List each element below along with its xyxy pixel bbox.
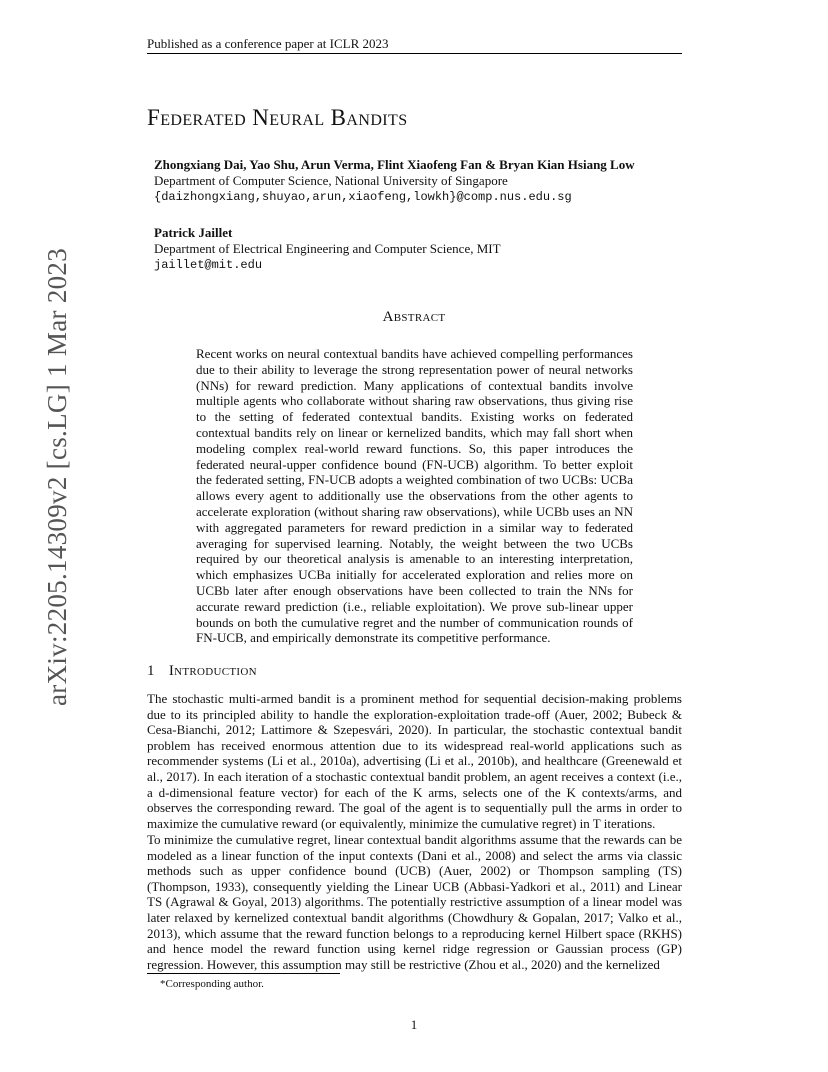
arxiv-side-identifier: arXiv:2205.14309v2 [cs.LG] 1 Mar 2023 (42, 247, 72, 706)
intro-paragraph-1: The stochastic multi-armed bandit is a prominent method for sequential decision-making problems due to its principled ability to handle the exploration-exploitation trade-off (Auer, 2002; Bubeck & Cesa-Bianchi, 2012; Lattimore & Szepesvári, 2020). In particular, the stochastic contextual bandit problem has received enormous attention due to its widespread real-world applications such as recommender systems (Li et al., 2010a), advertising (Li et al., 2010b), and healthcare (Greenewald et al., 2017). In each iteration of a stochastic contextual bandit problem, an agent receives a context (i.e., a d-dimensional feature vector) for each of the K arms, selects one of the K contexts/arms, and observes the corresponding reward. The goal of the agent is to sequentially pull the arms in order to maximize the cumulative reward (or equivalently, minimize the cumulative regret) in T iterations. (147, 691, 682, 831)
section-number: 1 (147, 663, 155, 679)
intro-paragraph-2: To minimize the cumulative regret, linear contextual bandit algorithms assume that the rewards can be modeled as a linear function of the input contexts (Dani et al., 2008) and select the arms via classic methods such as upper confidence bound (UCB) (Auer, 2002) or Thompson sampling (TS) (Thompson, 1933), consequently yielding the Linear UCB (Abbasi-Yadkori et al., 2011) and Linear TS (Agrawal & Goyal, 2013) algorithms. The potentially restrictive assumption of a linear model was later relaxed by kernelized contextual bandit algorithms (Chowdhury & Gopalan, 2017; Valko et al., 2013), which assume that the reward function belongs to a reproducing kernel Hilbert space (RKHS) and hence model the reward function using kernel ridge regression or Gaussian process (GP) regression. However, this assumption may still be restrictive (Zhou et al., 2020) and the kernelized (147, 832, 682, 972)
author-block (154, 157, 635, 273)
abstract-heading: Abstract (382, 309, 446, 325)
author-2: Patrick Jaillet (154, 225, 233, 240)
page-number: 1 (410, 1017, 418, 1032)
email-1: {daizhongxiang,shuyao,arun,xiaofeng,lowkh}@comp.nus.edu.sg (154, 190, 572, 204)
abstract-text: Recent works on neural contextual bandits have achieved compelling performances due to their ability to leverage the strong representation power of neural networks (NNs) for reward prediction. Many applications of contextual bandits involve multiple agents who collaborate without sharing raw observations, thus giving rise to the setting of federated contextual bandits. Existing works on federated contextual bandits rely on linear or kernelized bandits, which may fall short when modeling complex real-world reward functions. So, this paper introduces the federated neural-upper confidence bound (FN-UCB) algorithm. To better exploit the federated setting, FN-UCB adopts a weighted combination of two UCBs: UCBa allows every agent to additionally use the observations from the other agents to accelerate exploration (without sharing raw observations), while UCBb uses an NN with aggregated parameters for reward prediction in a similar way to federated averaging for supervised learning. Notably, the weight between the two UCBs required by our theoretical analysis is amenable to an interesting interpretation, which emphasizes UCBa initially for accelerated exploration and relies more on UCBb later after enough observations have been collected to train the NNs for accurate reward prediction (i.e., reliable exploitation). We prove sub-linear upper bounds on both the cumulative regret and the number of communication rounds of FN-UCB, and empirically demonstrate its competitive performance. (196, 346, 633, 646)
running-header: Published as a conference paper at ICLR 2023 (147, 36, 389, 51)
affiliation-1: Department of Computer Science, National University of Singapore (154, 173, 508, 188)
email-2: jaillet@mit.edu (154, 258, 263, 272)
author-names: Zhongxiang Dai, Yao Shu, Arun Verma, Flint Xiaofeng Fan & Bryan Kian Hsiang Low (154, 157, 635, 172)
footnote: *Corresponding author. (160, 978, 264, 990)
section-heading (147, 663, 257, 680)
paper-title: Federated Neural Bandits (147, 105, 408, 130)
header-rule (147, 53, 682, 54)
section-title: Introduction (168, 663, 257, 679)
affiliation-2: Department of Electrical Engineering and Computer Science, MIT (154, 241, 501, 256)
footnote-rule (147, 973, 340, 974)
